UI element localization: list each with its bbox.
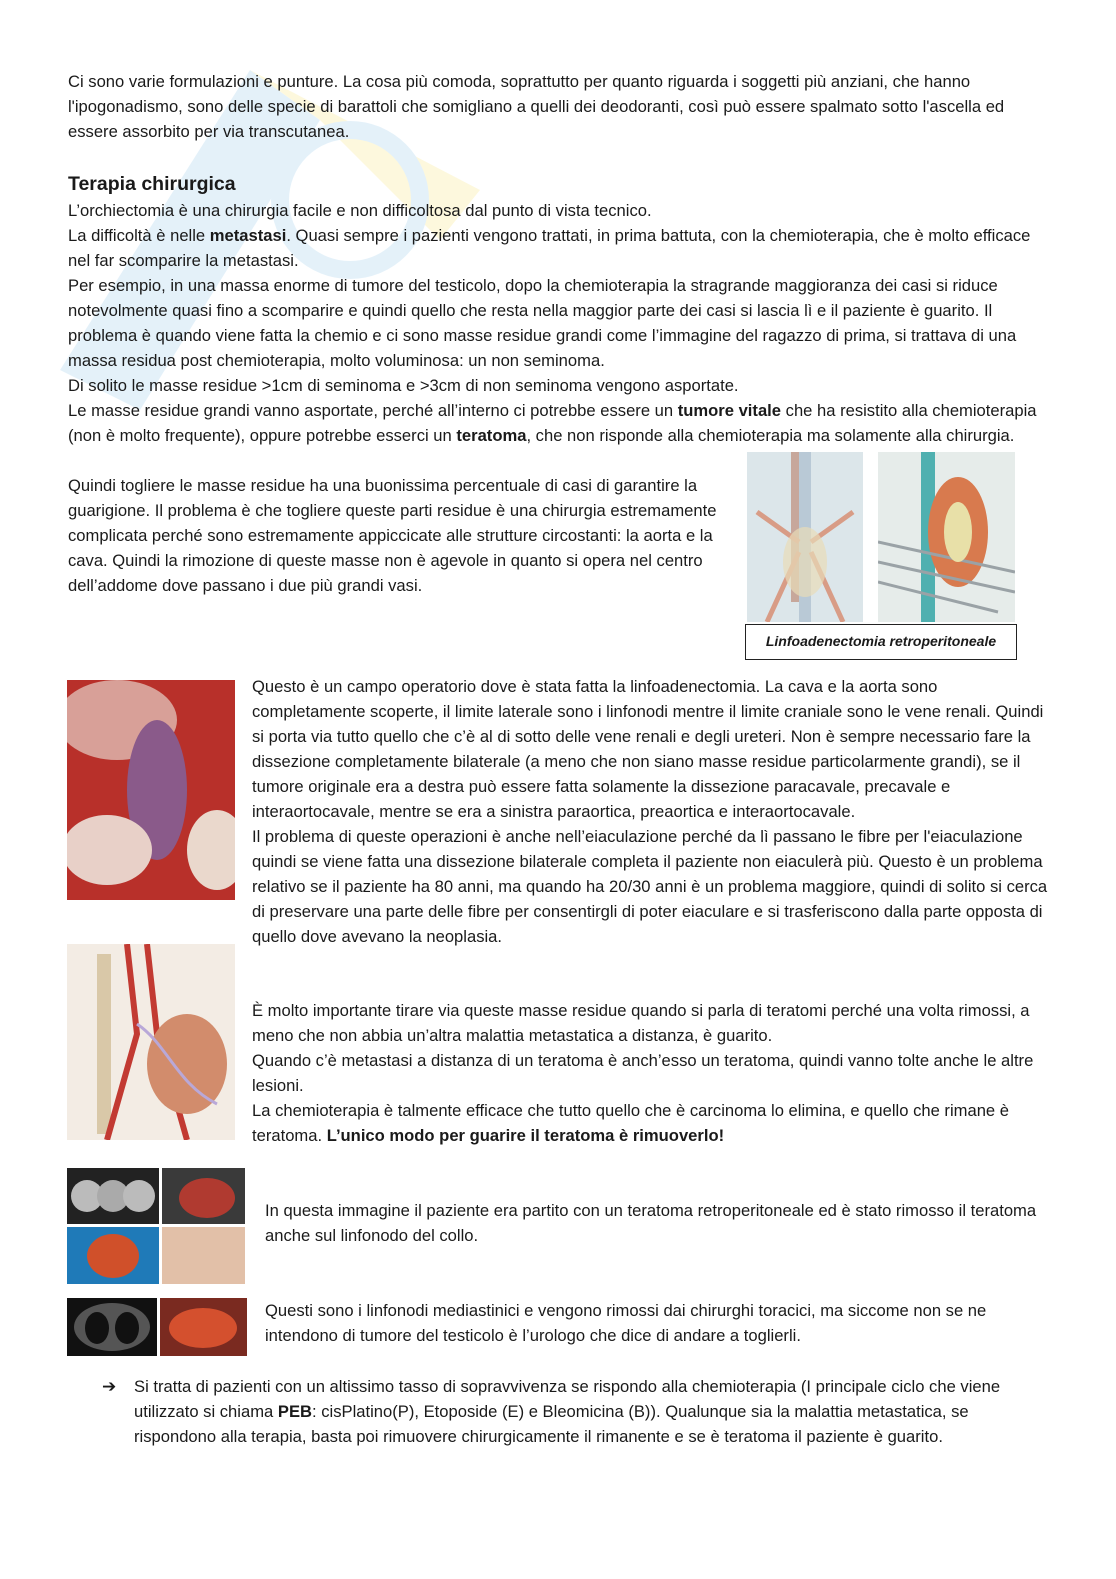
paragraph: Quindi togliere le masse residue ha una buonissima percentuale di casi di garantire la guarigione. Il problema è che togliere queste parti residue è una chirurgia estremamente complicata perché sono estremamente appiccicate alle strutture circostanti: la aorta e la cava. Quindi la rimozione di queste masse non è agevole in quanto si opera nel centro dell’addome dove passano i due più grandi vasi.: [68, 476, 717, 595]
figure-caption: Linfoadenectomia retroperitoneale: [745, 624, 1017, 660]
paragraph: Il problema di queste operazioni è anche nell’eiaculazione perché da lì passano le fibre per l'eiaculazione quindi se viene fatta una dissezione bilaterale completa il paziente non eiaculerà più. Questo è un problema relativo se il paziente ha 80 anni, ma quando ha 20/30 anni è un problema maggiore, quindi di solito si cerca di preservare una parte delle fibre per consentirgli di poter eiaculare e si trasferiscono dalla parte opposta di quello dove avevano la neoplasia.: [252, 827, 1048, 946]
paragraph: Le masse residue grandi vanno asportate, perché all’interno ci potrebbe essere un tumore vitale che ha resistito alla chemioterapia (non è molto frequente), oppure potrebbe esserci un teratoma, che non risponde alla chemioterapia ma solamente alla chirurgia.: [68, 401, 1037, 445]
lymphadenectomy-illustration-left: [747, 452, 863, 622]
surgery-text-block: [68, 198, 1048, 398]
arrow-bullet-icon: ➔: [102, 1377, 117, 1396]
teratoma-text: [252, 998, 1052, 1148]
intro-paragraph: Ci sono varie formulazioni e punture. La cosa più comoda, soprattutto per quanto riguarda i soggetti più anziani, che hanno l'ipogonadismo, sono delle specie di barattoli che somigliano a quelli dei deodoranti, così può essere spalmato sotto l'ascella ed essere assorbito per via transcutanea.: [68, 72, 1005, 141]
section-title: Terapia chirurgica: [68, 173, 236, 195]
paragraph: La chemioterapia è talmente efficace che tutto quello che è carcinoma lo elimina, e quello che rimane è teratoma. L’unico modo per guarire il teratoma è rimuoverlo!: [252, 1101, 1009, 1145]
operative-field-text: [252, 674, 1052, 949]
paragraph: Quando c’è metastasi a distanza di un teratoma è anch’esso un teratoma, quindi vanno tolte anche le altre lesioni.: [252, 1051, 1034, 1095]
surgical-field-photo: [67, 680, 235, 900]
paragraph: Per esempio, in una massa enorme di tumore del testicolo, dopo la chemioterapia la stragrande maggioranza dei casi si riduce notevolmente quasi fino a scomparire e quindi quello che resta nella maggior parte dei casi si lascia lì e il paziente è guarito. Il problema è quando viene fatta la chemio e ci sono masse residue grandi come l’immagine del ragazzo di prima, si trattava di una massa residua post chemioterapia, molto voluminosa: un non seminoma.: [68, 276, 1017, 370]
paragraph: In questa immagine il paziente era partito con un teratoma retroperitoneale ed è stato rimosso il teratoma anche sul linfonodo del collo.: [265, 1201, 1037, 1245]
paragraph: È molto importante tirare via queste masse residue quando si parla di teratomi perché una volta rimossi, a meno che non abbia un’altra malattia metastatica a distanza, è guarito.: [252, 1001, 1030, 1045]
mediastinal-nodes-photo: [67, 1298, 247, 1356]
paragraph: Di solito le masse residue >1cm di seminoma e >3cm di non seminoma vengono asportate.: [68, 376, 739, 395]
paragraph: La difficoltà è nelle metastasi. Quasi sempre i pazienti vengono trattati, in prima battuta, con la chemioterapia, che è molto efficace nel far scomparire la metastasi.: [68, 226, 1031, 270]
lymphadenectomy-illustration-right: [878, 452, 1015, 622]
paragraph: L’orchiectomia è una chirurgia facile e non difficoltosa dal punto di vista tecnico.: [68, 201, 652, 220]
anatomy-illustration: [67, 944, 235, 1140]
teratoma-collage-photo: [67, 1168, 245, 1284]
paragraph: Questo è un campo operatorio dove è stata fatta la linfoadenectomia. La cava e la aorta sono completamente scoperte, il limite laterale sono i linfonodi mentre il limite craniale sono le vene renali. Quindi si porta via tutto quello che c’è al di sotto delle vene renali e degli ureteri. Non è sempre necessario fare la dissezione completamente bilaterale (a meno che non siano masse residue particolarmente grandi), se il tumore originale era a destra può essere fatta solamente la dissezione paracavale, precavale e interaortocavale, mentre se era a sinistra paraortica, preaortica e interaortocavale.: [252, 677, 1044, 821]
bullet-paragraph: Si tratta di pazienti con un altissimo tasso di sopravvivenza se rispondo alla chemioterapia (I principale ciclo che viene utilizzato si chiama PEB: cisPlatino(P), Etoposide (E) e Bleomicina (B)). Qualunque sia la malattia metastatica, se rispondono alla terapia, basta poi rimuovere chirurgicamente il rimanente e se è teratoma il paziente è guarito.: [134, 1377, 1001, 1446]
paragraph: Questi sono i linfonodi mediastinici e vengono rimossi dai chirurghi toracici, ma siccome non se ne intendono di tumore del testicolo è l’urologo che dice di andare a toglierli.: [265, 1301, 987, 1345]
